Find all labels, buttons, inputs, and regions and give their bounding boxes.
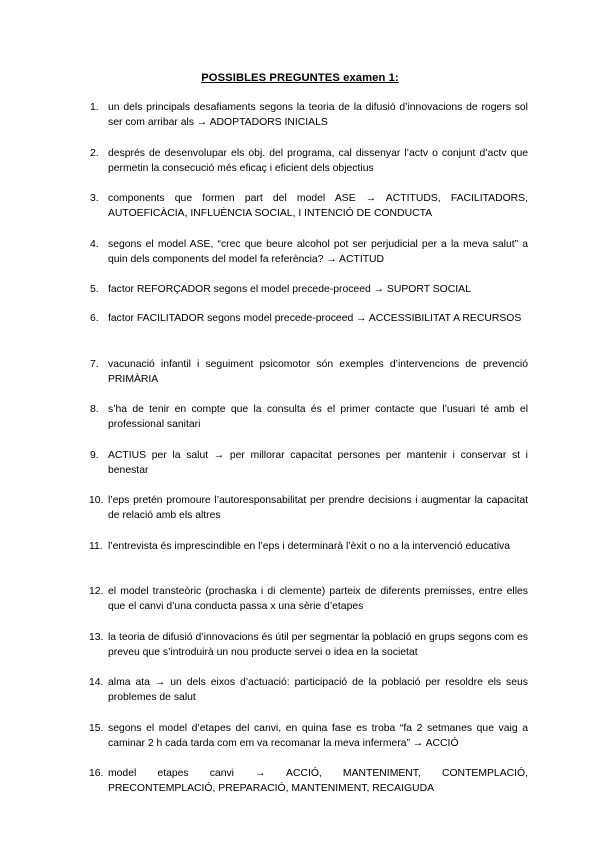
question-text: ACTIUS per la salut → per millorar capacitat persones per mantenir i conservar st i benestar [108, 449, 528, 476]
question-number: 11. [89, 540, 103, 552]
question-item [90, 191, 528, 222]
question-list [90, 100, 528, 812]
question-item [90, 584, 528, 615]
question-number: 3. [90, 193, 99, 204]
question-item [90, 766, 528, 797]
question-text: factor FACILITADOR segons model precede-proceed → ACCESSIBILITAT A RECURSOS [108, 313, 522, 324]
question-text: segons el model d’etapes del canvi, en quina fase es troba “fa 2 setmanes que vaig a caminar 2 h cada tarda com em va recomanar la meva infermera” → ACCIÓ [108, 722, 528, 749]
question-number: 9. [90, 449, 99, 461]
question-item [90, 675, 528, 706]
question-number: 12. [89, 586, 104, 597]
question-text: components que formen part del model ASE → ACTITUDS, FACILITADORS, AUTOEFICÀCIA, INFLUÈNCIA SOCIAL, I INTENCIÓ DE CONDUCTA [108, 193, 528, 220]
question-number: 4. [90, 238, 99, 250]
question-text: model etapes canvi → ACCIÓ, MANTENIMENT, CONTEMPLACIÓ, PRECONTEMPLACIÓ, PREPARACIÓ, MANTENIMENT, RECAIGUDA [108, 768, 528, 795]
question-item [90, 493, 528, 524]
question-number: 14. [89, 677, 104, 688]
question-number: 2. [90, 147, 99, 159]
question-text: la teoria de difusió d’innovacions és útil per segmentar la població en grups segons com es preveu que s’introduirà un nou producte servei o idea en la societat [108, 631, 528, 658]
question-text: alma ata → un dels eixos d’actuació: participació de la població per resoldre els seus problemes de salut [108, 677, 528, 704]
question-text: l’eps pretén promoure l’autoresponsabilitat per prendre decisions i augmentar la capacitat de relació amb els altres [108, 495, 528, 522]
question-item [90, 721, 528, 752]
question-item [90, 282, 528, 298]
question-number: 15. [89, 722, 104, 734]
question-text: després de desenvolupar els obj. del programa, cal dissenyar l’actv o conjunt d’actv que permetin la consecució més eficaç i eficient dels objectius [108, 147, 528, 174]
page-title: POSSIBLES PREGUNTES examen 1: [201, 72, 399, 84]
question-number: 5. [90, 284, 99, 295]
question-text: factor REFORÇADOR segons el model precede-proceed → SUPORT SOCIAL [108, 284, 471, 295]
question-item [90, 237, 528, 268]
question-item [90, 539, 528, 570]
question-text: segons el model ASE, “crec que beure alcohol pot ser perjudicial per a la meva salut” a quin dels components del model fa referència? → ACTITUD [108, 238, 528, 265]
question-text: un dels principals desafiaments segons la teoria de la difusió d’innovacions de rogers sol ser com arribar als → ADOPTADORS INICIALS [108, 102, 528, 129]
question-item [90, 402, 528, 433]
question-item [90, 100, 528, 131]
question-number: 8. [90, 404, 99, 415]
question-item [90, 630, 528, 661]
question-text: l’entrevista és imprescindible en l’eps i determinarà l’èxit o no a la intervenció educativa [108, 540, 510, 552]
question-text: s’ha de tenir en compte que la consulta és el primer contacte que l’usuari té amb el professional sanitari [108, 404, 528, 431]
question-number: 6. [90, 313, 99, 324]
question-text: el model transteòric (prochaska i di clemente) parteix de diferents premisses, entre elles que el canvi d’una conducta passa x una sèrie d’etapes [108, 586, 528, 613]
question-number: 10. [89, 495, 104, 506]
question-item [90, 357, 528, 388]
question-item [90, 311, 528, 342]
question-item [90, 146, 528, 177]
question-number: 13. [89, 631, 104, 643]
question-number: 1. [90, 102, 99, 113]
question-item [90, 448, 528, 479]
question-text: vacunació infantil i seguiment psicomotor són exemples d’intervencions de prevenció PRIMÀRIA [108, 358, 528, 385]
question-number: 7. [90, 358, 99, 370]
question-number: 16. [89, 768, 104, 779]
